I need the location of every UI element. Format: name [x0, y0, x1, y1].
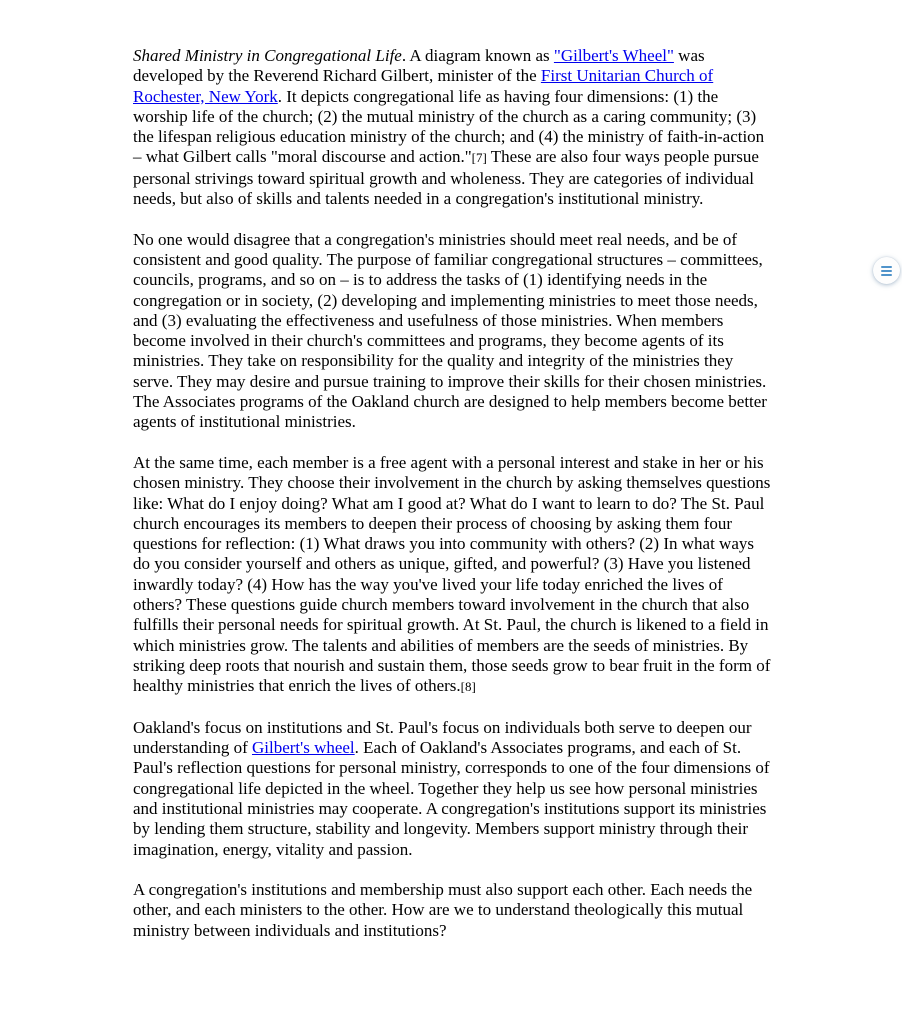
- text-run: was developed by the Reverend Richard Gilbert, minister of the: [133, 46, 705, 86]
- text-run: At the same time, each member is a free agent with a personal interest and stake in her or his chosen ministry. They choose their involvement in the church by asking themselves questions like: What do I enjoy doing? What am I good at? What do I want to learn to do? The St. Paul church encourages its members to deepen their process of choosing by asking them four questions for reflection: (1) What draws you into community with others? (2) In what ways do you consider yourself and others as unique, gifted, and powerful? (3) Have you listened inwardly today? (4) How has the way you've lived your life today enriched the lives of others? These questions guide church members toward involvement in the church that also fulfills their personal needs for spiritual growth. At St. Paul, the church is likened to a field in which ministries grow. The talents and abilities of members are the seeds of ministries. By striking deep roots that nourish and sustain them, those seeds grow to bear fruit in the form of healthy ministries that enrich the lives of others.: [133, 452, 771, 696]
- paragraph: [133, 46, 772, 209]
- article: [133, 46, 772, 961]
- hamburger-icon: [881, 266, 892, 276]
- text-link[interactable]: "Gilbert's Wheel": [553, 46, 674, 65]
- text-run: Oakland's focus on institutions and St. Paul's focus on individuals both serve to deepen our understanding of: [133, 717, 752, 758]
- paragraph: [133, 453, 772, 698]
- text-run: . Each of Oakland's Associates programs, and each of St. Paul's reflection questions for personal ministry, corresponds to one of the four dimensions of congregational life depicted in the wheel. Together they help us see how personal ministries and institutional ministries may cooperate. A congregation's institutions support its ministries by lending them structure, stability and longevity. Members support ministry through their imagination, energy, vitality and passion.: [133, 738, 770, 859]
- italic-text: Shared Ministry in Congregational Life: [133, 46, 402, 65]
- paragraph: [133, 718, 772, 860]
- floating-menu-button[interactable]: [873, 257, 900, 284]
- text-link[interactable]: First Unitarian Church of Rochester, New York: [133, 66, 714, 106]
- text-run: . It depicts congregational life as having four dimensions: (1) the worship life of the church; (2) the mutual ministry of the church as a caring community; (3) the lifespan religious education ministry of the church; and (4) the ministry of faith-in-action – what Gilbert calls "moral discourse and action.": [133, 86, 765, 167]
- text-run: These are also four ways people pursue personal strivings toward spiritual growth and wholeness. They are categories of individual needs, but also of skills and talents needed in a congregation's institutional ministry.: [133, 147, 759, 209]
- text-run: No one would disagree that a congregation's ministries should meet real needs, and be of consistent and good quality. The purpose of familiar congregational structures – committees, councils, programs, and so on – is to address the tasks of (1) identifying needs in the congregation or in society, (2) developing and implementing ministries to meet those needs, and (3) evaluating the effectiveness and usefulness of those ministries. When members become involved in their church's committees and programs, they become agents of its ministries. They take on responsibility for the quality and integrity of the ministries they serve. They may desire and pursue training to improve their skills for their chosen ministries. The Associates programs of the Oakland church are designed to help members become better agents of institutional ministries.: [133, 229, 767, 432]
- footnote-ref: [7]: [471, 150, 487, 166]
- text-link[interactable]: Gilbert's wheel: [251, 738, 355, 758]
- paragraph: [133, 880, 772, 941]
- text-run: A congregation's institutions and membership must also support each other. Each needs the other, and each ministers to the other. How are we to understand theologically this mutual ministry between individuals and institutions?: [133, 880, 753, 940]
- text-run: . A diagram known as: [401, 46, 554, 65]
- footnote-ref: [8]: [460, 679, 476, 695]
- paragraph: [133, 230, 772, 433]
